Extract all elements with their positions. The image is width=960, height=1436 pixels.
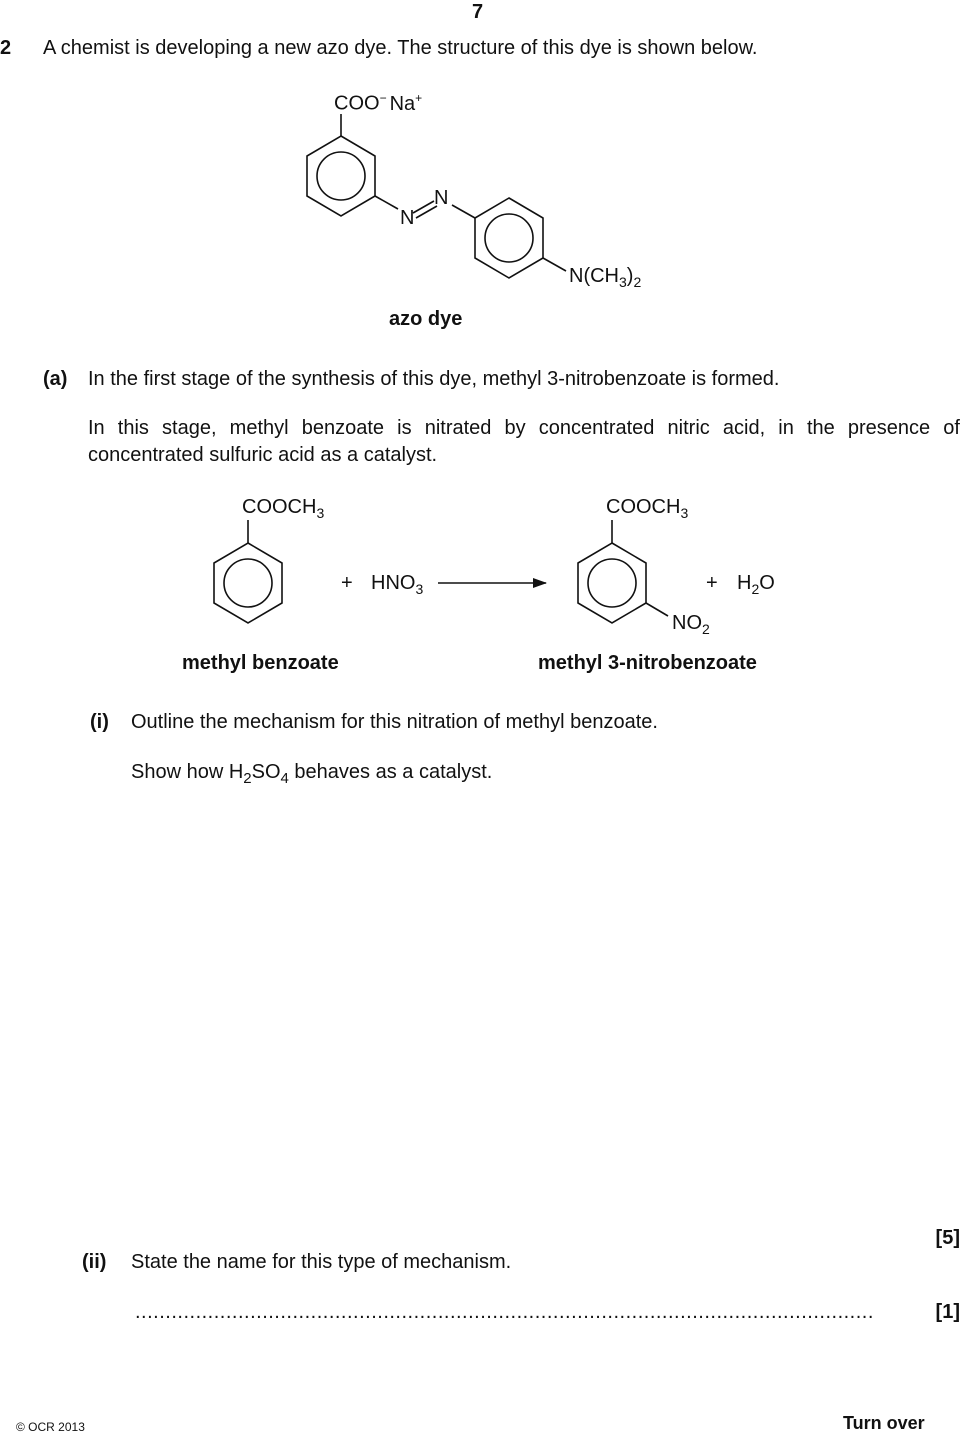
part-a-line2: In this stage, methyl benzoate is nitrated by concentrated nitric acid, in the presence of — [88, 417, 960, 439]
page-number: 7 — [472, 1, 484, 23]
nitro-group-label: $NO_2$ — [672, 612, 710, 637]
part-ii-text: State the name for this type of mechanism. — [131, 1251, 512, 1273]
dimethylamino-label: $N(CH_3)_2$ — [569, 265, 642, 290]
part-i-label: (i) — [90, 711, 109, 733]
copyright: © OCR 2013 — [16, 1420, 85, 1434]
turn-over: Turn over — [843, 1413, 925, 1433]
part-i-line1: Outline the mechanism for this nitration of methyl benzoate. — [131, 711, 658, 733]
plus-sign-right: + — [706, 572, 718, 594]
plus-sign-left: + — [341, 572, 353, 594]
part-a-line1: In the first stage of the synthesis of this dye, methyl 3-nitrobenzoate is formed. — [88, 368, 780, 390]
part-a-label: (a) — [43, 368, 68, 390]
part-ii-label: (ii) — [82, 1251, 107, 1273]
reactant-ester-group: $COOCH_3$ — [242, 496, 325, 521]
azo-nitrogen-right: N — [434, 187, 449, 209]
question-intro: A chemist is developing a new azo dye. The structure of this dye is shown below. — [43, 37, 758, 59]
product-ester-group: $COOCH_3$ — [606, 496, 689, 521]
azo-nitrogen-left: N — [400, 207, 415, 229]
reactant-name: methyl benzoate — [182, 652, 339, 674]
part-i-marks: [5] — [935, 1227, 960, 1249]
part-ii-marks: [1] — [935, 1301, 960, 1323]
question-number: 2 — [0, 37, 12, 59]
product-name: methyl 3-nitrobenzoate — [538, 652, 757, 674]
part-ii-answer-line[interactable]: .......................................................................................................................... — [135, 1301, 874, 1323]
nitric-acid-formula: $HNO_3$ — [371, 572, 424, 597]
azo-dye-caption: azo dye — [389, 308, 463, 330]
carboxylate-sodium-label: COO− Na+ — [334, 91, 423, 115]
part-i-line2: Show how $H_2SO_4$ behaves as a catalyst. — [131, 761, 493, 787]
water-formula: $H_2O$ — [737, 572, 775, 597]
part-a-line3: concentrated sulfuric acid as a catalyst. — [88, 444, 438, 466]
